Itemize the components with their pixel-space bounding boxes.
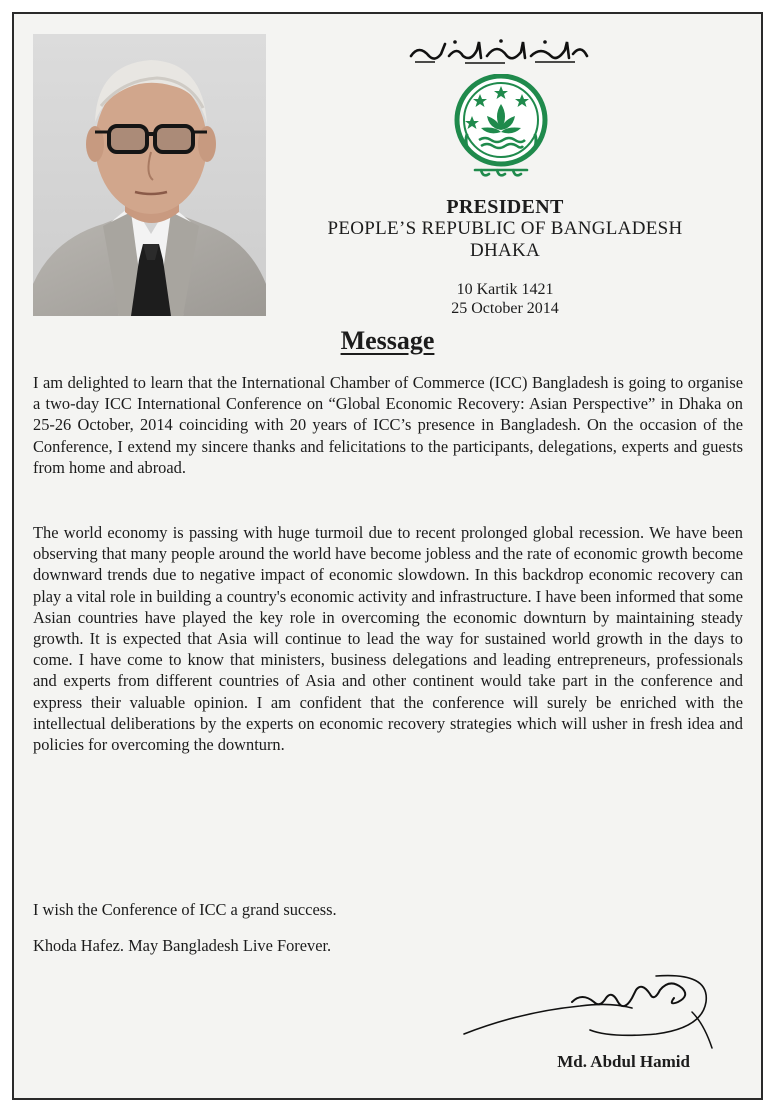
signatory-name: Md. Abdul Hamid [557, 1052, 690, 1071]
signature-illustration [460, 972, 715, 1050]
bangladesh-emblem-icon [453, 74, 549, 182]
handwritten-signature [460, 972, 715, 1050]
gregorian-date: 25 October 2014 [451, 300, 559, 317]
country-name: PEOPLE’S REPUBLIC OF BANGLADESH [327, 218, 683, 239]
date-block [400, 280, 610, 318]
bengali-date: 10 Kartik 1421 [456, 281, 554, 298]
emblem-illustration [453, 74, 549, 182]
calligraphy-illustration [405, 36, 590, 66]
paragraph-3: I wish the Conference of ICC a grand success. [33, 900, 337, 919]
paragraph-2: The world economy is passing with huge turmoil due to recent prolonged global recession. We have been observing that many people around the world have become jobless and the rate of economic growth become downward trends due to negative impact of economic slowdown. In this backdrop economic recovery can play a vital role in building a country's economic activity and infrastructure. I have been informed that some Asian countries have played the key role in overcoming the economic downturn by maintaining steady growth. It is expected that Asia will continue to lead the way for sustained world growth in the days to come. I have come to know that ministers, business delegations and leading entrepreneurs, professionals and experts from different countries of Asia and other continent would take part in the conference and express their valuable opinion. I am confident that the conference will surely be enriched with the intellectual deliberations by the experts on economic recovery strategies which will usher in fresh idea and policies for overcoming the downturn. [33, 523, 743, 755]
paragraph-1: I am delighted to learn that the International Chamber of Commerce (ICC) Bangladesh is going to organise a two-day ICC International Conference on “Global Economic Recovery: Asian Perspective” in Dhaka on 25-26 October, 2014 coinciding with 20 years of ICC’s presence in Bangladesh. On the occasion of the Conference, I extend my sincere thanks and felicitations to the participants, delegations, experts and guests from home and abroad. [33, 373, 743, 477]
paragraph-4: Khoda Hafez. May Bangladesh Live Forever. [33, 936, 332, 955]
letterhead [290, 196, 720, 262]
bismillah-calligraphy [405, 36, 590, 66]
office-title: PRESIDENT [446, 196, 564, 218]
portrait-photo [33, 34, 266, 316]
portrait-illustration [33, 34, 266, 316]
city-name: DHAKA [469, 240, 541, 261]
message-title: Message [340, 326, 435, 355]
